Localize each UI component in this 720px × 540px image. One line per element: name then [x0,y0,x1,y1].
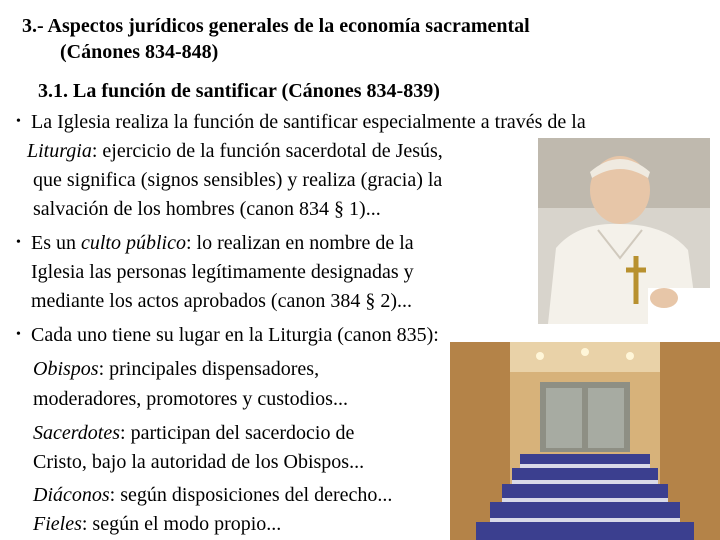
bullet-1-line-4: salvación de los hombres (canon 834 § 1)... [33,198,381,220]
role-sacerdotes: Sacerdotes: participan del sacerdocio de [33,422,355,444]
bullet-1-line-3: que significa (signos sensibles) y realiza (gracia) la [33,169,443,191]
term-culto-publico: culto público [81,232,186,254]
bullet-2-line-1: Es un culto público: lo realizan en nombre de la [31,232,414,254]
slide-heading-canons: (Cánones 834-848) [60,41,219,63]
bullet-2-line-2: Iglesia las personas legítimamente designadas y [31,261,414,283]
stairs-photo [450,342,720,540]
pope-writing-photo [538,138,710,324]
section-subheading: 3.1. La función de santificar (Cánones 834-839) [38,80,440,102]
role-sacerdotes-cont: Cristo, bajo la autoridad de los Obispos... [33,451,365,473]
term-liturgia: Liturgia [27,140,92,162]
bullet-marker: • [16,235,21,250]
role-diaconos: Diáconos: según disposiciones del derecho... [33,484,393,506]
role-obispos: Obispos: principales dispensadores, [33,358,320,380]
role-obispos-cont: moderadores, promotores y custodios... [33,388,348,410]
bullet-1-line-2: Liturgia: ejercicio de la función sacerdotal de Jesús, [27,140,443,162]
bullet-marker: • [16,114,21,129]
bullet-2-line-3: mediante los actos aprobados (canon 384 § 2)... [31,290,413,312]
bullet-1-line-1: La Iglesia realiza la función de santificar especialmente a través de la [31,111,586,133]
slide-heading: 3.- Aspectos jurídicos generales de la economía sacramental [22,15,530,37]
role-fieles: Fieles: según el modo propio... [33,513,282,535]
bullet-3-line-1: Cada uno tiene su lugar en la Liturgia (canon 835): [31,324,439,346]
bullet-marker: • [16,327,21,342]
